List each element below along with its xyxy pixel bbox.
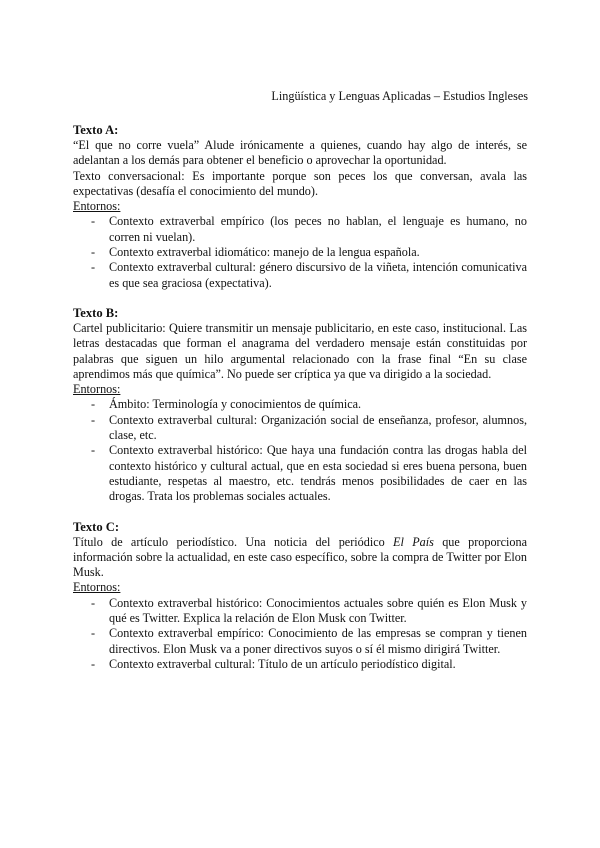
list-item-text: Contexto extraverbal cultural: Título de un artículo periodístico digital. [109, 656, 456, 671]
paragraph-text: Título de artículo periodístico. Una noticia del periódico [73, 534, 394, 549]
entornos-label: Entornos: [73, 199, 121, 214]
list-item-text: Contexto extraverbal empírico (los peces no hablan, el lenguaje es humano, no corren ni vuelan). [109, 214, 527, 244]
list-item [73, 214, 527, 245]
list-item [73, 260, 527, 291]
list-item-text: Contexto extraverbal idiomático: manejo de la lengua española. [109, 245, 420, 260]
list-item-text: Contexto extraverbal histórico: Que haya una fundación contra las drogas habla del contexto histórico y cultural actual, que en esta sociedad si eres buena persona, buen estudiante, respetas al maestro, etc. tendrás menos posibilidades de caer en las drogas. Trata los problemas sociales actuales. [109, 443, 527, 504]
bullet-dash: - [91, 412, 96, 427]
section-texto-c [73, 519, 527, 673]
document-body [73, 122, 527, 686]
list-item [73, 657, 527, 672]
paragraph [73, 535, 527, 581]
section-heading: Texto C: [73, 519, 120, 534]
list-item [73, 245, 527, 260]
section-texto-a [73, 122, 527, 291]
section-heading: Texto B: [73, 305, 119, 320]
bullet-dash: - [91, 656, 96, 671]
bullet-dash: - [91, 397, 96, 412]
paragraph: “El que no corre vuela” Alude irónicamente a quienes, cuando hay algo de interés, se adelantan a los demás para obtener el beneficio o aprovechar la oportunidad. [73, 138, 527, 168]
list-item-text: Contexto extraverbal cultural: género discursivo de la viñeta, intención comunicativa es que sea graciosa (expectativa). [109, 260, 527, 290]
page-header: Lingüística y Lenguas Aplicadas – Estudios Ingleses [271, 89, 528, 103]
section-heading: Texto A: [73, 123, 119, 137]
bullet-dash: - [91, 443, 96, 458]
bullet-dash: - [91, 595, 96, 610]
list-item-text: Contexto extraverbal empírico: Conocimiento de las empresas se compran y tienen directivos. Elon Musk va a poner directivos suyos o sí él mismo dirigirá Twitter. [109, 626, 527, 656]
entornos-label: Entornos: [73, 382, 121, 397]
list-item-text: Contexto extraverbal cultural: Organización social de enseñanza, profesor, alumnos, clase, etc. [109, 412, 527, 443]
bullet-dash: - [91, 214, 96, 229]
list-item [73, 397, 527, 412]
paragraph: Texto conversacional: Es importante porque son peces los que conversan, avala las expectativas (desafía el conocimiento del mundo). [73, 168, 527, 198]
bullet-dash: - [91, 626, 96, 641]
entornos-list [73, 397, 527, 504]
entornos-list [73, 596, 527, 672]
list-item [73, 596, 527, 627]
list-item-text: Contexto extraverbal histórico: Conocimientos actuales sobre quién es Elon Musk y qué es Twitter. Explica la relación de Elon Musk con Twitter. [109, 595, 527, 626]
entornos-list [73, 214, 527, 290]
paragraph-text: que proporciona información sobre la actualidad, en este caso específico, sobre la compra de Twitter por Elon Musk. [73, 534, 527, 580]
list-item-text: Ámbito: Terminología y conocimientos de química. [109, 397, 362, 412]
paragraph: Cartel publicitario: Quiere transmitir un mensaje publicitario, en este caso, institucional. Las letras destacadas que forman el anagrama del verdadero mensaje están constituidas por palabras que siguen un hilo argumental relacionado con la frase final “En su clase aprendimos más que química”. No puede ser críptica ya que va dirigido a la sociedad. [73, 320, 527, 381]
list-item [73, 443, 527, 504]
entornos-label: Entornos: [73, 580, 121, 595]
list-item [73, 626, 527, 657]
newspaper-name: El País [393, 534, 434, 549]
bullet-dash: - [91, 245, 96, 260]
list-item [73, 413, 527, 444]
bullet-dash: - [91, 260, 96, 275]
section-texto-b [73, 305, 527, 505]
